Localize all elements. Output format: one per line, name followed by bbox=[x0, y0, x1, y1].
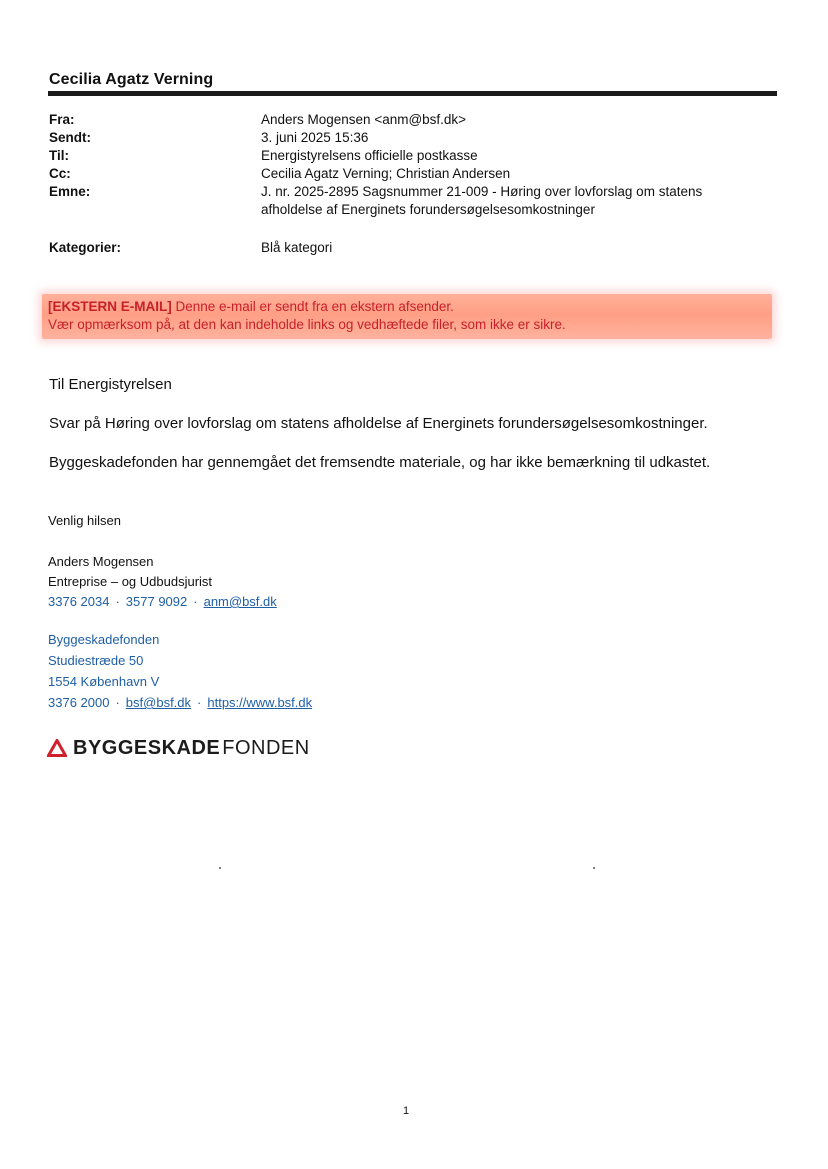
organization-block bbox=[48, 629, 312, 713]
organization-email-link[interactable]: bsf@bsf.dk bbox=[125, 695, 192, 710]
signature-phone-2: 3577 9092 bbox=[125, 594, 188, 609]
scan-speck bbox=[593, 867, 595, 869]
separator-dot: · bbox=[115, 594, 120, 609]
mailbox-owner-name: Cecilia Agatz Verning bbox=[49, 71, 214, 88]
warning-line-2: Vær opmærksom på, at den kan indeholde links og vedhæftede filer, som ikke er sikre. bbox=[48, 317, 566, 332]
subject-label: Emne: bbox=[49, 184, 91, 199]
organization-name: Byggeskadefonden bbox=[48, 632, 160, 647]
cc-value: Cecilia Agatz Verning; Christian Andersen bbox=[261, 166, 511, 181]
signature-title: Entreprise – og Udbudsjurist bbox=[48, 574, 213, 589]
categories-value: Blå kategori bbox=[261, 240, 333, 255]
to-value: Energistyrelsens officielle postkasse bbox=[261, 148, 478, 163]
logo-text-light: FONDEN bbox=[222, 736, 310, 759]
signature-name: Anders Mogensen bbox=[48, 554, 154, 569]
from-value: Anders Mogensen <anm@bsf.dk> bbox=[261, 112, 467, 127]
categories-row bbox=[49, 239, 769, 257]
from-label: Fra: bbox=[49, 112, 75, 127]
header-divider bbox=[48, 91, 777, 96]
organization-website-link[interactable]: https://www.bsf.dk bbox=[207, 695, 313, 710]
greeting: Til Energistyrelsen bbox=[49, 376, 172, 393]
signature-contacts bbox=[48, 592, 277, 612]
organization-phone: 3376 2000 bbox=[48, 695, 110, 710]
organization-contacts bbox=[48, 692, 312, 713]
subject-row bbox=[49, 183, 769, 219]
separator-dot: · bbox=[197, 695, 202, 710]
external-email-warning bbox=[42, 294, 772, 339]
from-row bbox=[49, 111, 769, 129]
page-number: 1 bbox=[403, 1105, 410, 1117]
closing-regards: Venlig hilsen bbox=[48, 513, 121, 528]
body-paragraph-2: Byggeskadefonden har gennemgået det fremsendte materiale, og har ikke bemærkning til udkastet. bbox=[49, 454, 711, 471]
organization-street: Studiestræde 50 bbox=[48, 653, 144, 668]
body-paragraph-1: Svar på Høring over lovforslag om statens afholdelse af Energinets forundersøgelsesomkostninger. bbox=[49, 415, 708, 432]
scan-speck bbox=[219, 867, 221, 869]
organization-city: 1554 København V bbox=[48, 674, 160, 689]
signature-phone-1: 3376 2034 bbox=[48, 594, 110, 609]
subject-value bbox=[261, 183, 769, 219]
subject-line-2: afholdelse af Energinets forundersøgelsesomkostninger bbox=[261, 202, 595, 217]
external-email-tag: [EKSTERN E-MAIL] bbox=[48, 299, 172, 314]
byggeskadefonden-logo bbox=[47, 736, 310, 760]
to-label: Til: bbox=[49, 148, 69, 163]
sent-value: 3. juni 2025 15:36 bbox=[261, 130, 369, 145]
separator-dot: · bbox=[115, 695, 120, 710]
warning-line-1 bbox=[48, 298, 454, 316]
cc-label: Cc: bbox=[49, 166, 71, 181]
sent-row bbox=[49, 129, 769, 147]
cc-row bbox=[49, 165, 769, 183]
email-header-fields bbox=[49, 111, 769, 257]
triangle-icon bbox=[47, 739, 67, 757]
to-row bbox=[49, 147, 769, 165]
sent-label: Sendt: bbox=[49, 130, 91, 145]
signature-block bbox=[48, 552, 277, 612]
subject-line-1: J. nr. 2025-2895 Sagsnummer 21-009 - Høring over lovforslag om statens bbox=[261, 184, 703, 199]
warning-text-1: Denne e-mail er sendt fra en ekstern afsender. bbox=[171, 299, 454, 314]
separator-dot: · bbox=[193, 594, 198, 609]
logo-text-bold: BYGGESKADE bbox=[73, 736, 221, 759]
categories-label: Kategorier: bbox=[49, 240, 122, 255]
signature-email-link[interactable]: anm@bsf.dk bbox=[203, 594, 277, 609]
